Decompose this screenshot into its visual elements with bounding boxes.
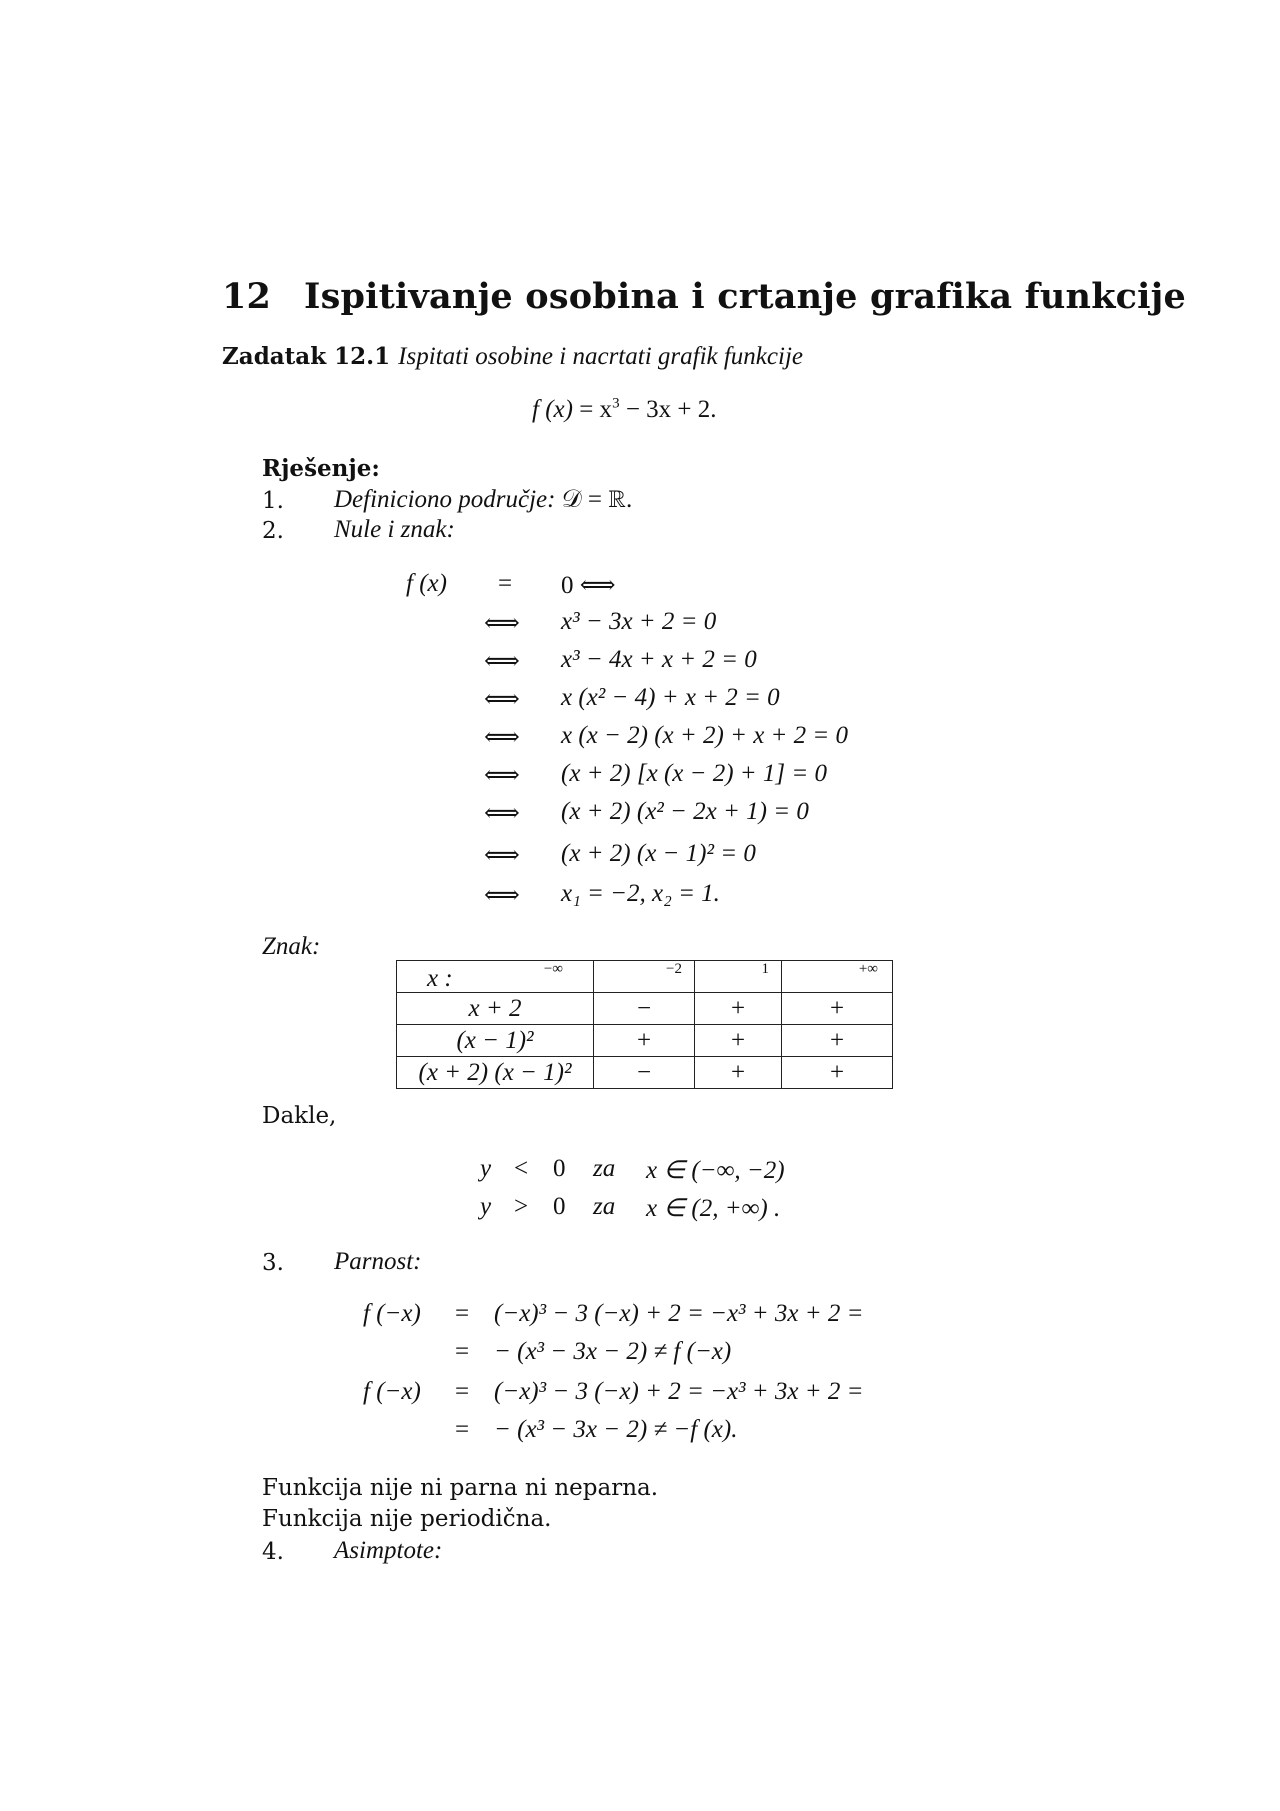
item-text-1	[334, 486, 632, 514]
conclusion-label: Dakle,	[262, 1103, 337, 1129]
bound-pos-inf: +∞	[858, 961, 878, 977]
header-cell-3	[782, 961, 893, 993]
sign-cell: +	[782, 1057, 893, 1089]
zeros-row-0	[0, 570, 1280, 608]
sign-label: Znak:	[262, 933, 321, 960]
sign-table	[396, 960, 893, 1089]
zeros-step-2: x³ − 4x + x + 2 = 0	[561, 646, 757, 673]
solution-label: Rješenje:	[262, 455, 380, 482]
zeros-op-2: ⟺	[484, 648, 520, 675]
parity-rhs-4: − (x³ − 3x − 2) ≠ −f (x).	[494, 1416, 738, 1443]
ineq-2-y: y	[480, 1193, 492, 1220]
zeros-step-4: x (x − 2) (x + 2) + x + 2 = 0	[561, 722, 849, 749]
ineq-1-rel: <	[514, 1155, 529, 1182]
zeros-step-6: (x + 2) (x² − 2x + 1) = 0	[561, 798, 809, 825]
item-text-3: Parnost:	[334, 1248, 422, 1275]
ineq-2-za: za	[593, 1193, 616, 1220]
item-number-1: 1.	[262, 488, 284, 514]
sign-cell: −	[594, 993, 695, 1025]
task-statement	[222, 343, 803, 371]
parity-op-2: =	[455, 1338, 470, 1365]
zeros-step-7: (x + 2) (x − 1)² = 0	[561, 840, 756, 867]
row-expr-1: x + 2	[397, 993, 594, 1025]
item-1-math: 𝒟 = ℝ.	[561, 486, 633, 513]
zeros-step-8: x₁ = −2, x₂ = 1.	[561, 880, 720, 907]
zeros-lhs: f (x)	[406, 570, 447, 597]
parity-op-3: =	[455, 1378, 470, 1405]
item-1-label: Definiciono područje:	[334, 486, 562, 513]
sign-table-row	[397, 993, 893, 1025]
sign-cell: −	[594, 1057, 695, 1089]
zeros-row-3	[0, 684, 1280, 722]
ineq-1-set: x ∈ (−∞, −2)	[646, 1157, 785, 1184]
sign-cell: +	[594, 1025, 695, 1057]
function-exponent: 3	[612, 395, 620, 412]
zeros-step-5: (x + 2) [x (x − 2) + 1] = 0	[561, 760, 828, 787]
remark-periodic: Funkcija nije periodična.	[262, 1506, 552, 1532]
zeros-op-3: ⟺	[484, 686, 520, 713]
zeros-first-op: =	[498, 570, 513, 597]
ineq-1-y: y	[480, 1155, 492, 1182]
task-label: Zadatak 12.1	[222, 343, 391, 370]
parity-row-4	[0, 1416, 1280, 1454]
section-title	[222, 276, 1186, 317]
zeros-step-1: x³ − 3x + 2 = 0	[561, 608, 717, 635]
item-text-2: Nule i znak:	[334, 516, 455, 543]
parity-row-2	[0, 1338, 1280, 1376]
parity-op-4: =	[455, 1416, 470, 1443]
header-cell-2	[695, 961, 782, 993]
inequality-line-2	[0, 1193, 1280, 1229]
zeros-first-rhs: 0 ⟺	[561, 572, 616, 599]
parity-rhs-2: − (x³ − 3x − 2) ≠ f (−x)	[494, 1338, 732, 1365]
sign-cell: +	[782, 993, 893, 1025]
parity-op-1: =	[455, 1300, 470, 1327]
zeros-row-8	[0, 880, 1280, 918]
item-number-3: 3.	[262, 1250, 284, 1276]
parity-lhs-3: f (−x)	[363, 1378, 421, 1405]
item-number-2: 2.	[262, 518, 284, 544]
zeros-op-7: ⟺	[484, 842, 520, 869]
function-rhs-a: = x	[572, 396, 613, 423]
zeros-row-5	[0, 760, 1280, 798]
sign-table-row	[397, 1025, 893, 1057]
section-title-text: Ispitivanje osobina i crtanje grafika funkcije	[304, 276, 1186, 317]
sign-cell: +	[695, 1025, 782, 1057]
main-function	[532, 396, 717, 424]
function-rhs-b: − 3x + 2.	[619, 396, 717, 423]
ineq-1-za: za	[593, 1155, 616, 1182]
zeros-op-8: ⟺	[484, 882, 520, 909]
parity-rhs-1: (−x)³ − 3 (−x) + 2 = −x³ + 3x + 2 =	[494, 1300, 864, 1327]
task-text: Ispitati osobine i nacrtati grafik funkcije	[398, 343, 803, 370]
remark-parity: Funkcija nije ni parna ni neparna.	[262, 1475, 659, 1501]
header-cell-var	[397, 961, 594, 993]
parity-row-1	[0, 1300, 1280, 1338]
zeros-row-7	[0, 840, 1280, 878]
zeros-row-1	[0, 608, 1280, 646]
header-cell-1	[594, 961, 695, 993]
zeros-op-6: ⟺	[484, 800, 520, 827]
parity-rhs-3: (−x)³ − 3 (−x) + 2 = −x³ + 3x + 2 =	[494, 1378, 864, 1405]
bound-minus-2: −2	[666, 961, 682, 977]
zeros-step-3: x (x² − 4) + x + 2 = 0	[561, 684, 780, 711]
function-lhs: f (x)	[532, 396, 573, 423]
zeros-row-2	[0, 646, 1280, 684]
header-var: x :	[427, 965, 453, 992]
section-number: 12	[222, 276, 272, 317]
zeros-row-4	[0, 722, 1280, 760]
sign-table-row	[397, 1057, 893, 1089]
parity-lhs-1: f (−x)	[363, 1300, 421, 1327]
sign-cell: +	[782, 1025, 893, 1057]
zeros-op-5: ⟺	[484, 762, 520, 789]
sign-cell: +	[695, 1057, 782, 1089]
ineq-2-rel: >	[514, 1193, 529, 1220]
ineq-2-set: x ∈ (2, +∞) .	[646, 1195, 781, 1222]
sign-table-header	[397, 961, 893, 993]
bound-1: 1	[761, 961, 769, 977]
item-number-4: 4.	[262, 1539, 284, 1565]
ineq-1-val: 0	[553, 1155, 566, 1182]
zeros-op-1: ⟺	[484, 610, 520, 637]
sign-cell: +	[695, 993, 782, 1025]
item-text-4: Asimptote:	[334, 1537, 443, 1564]
row-expr-3: (x + 2) (x − 1)²	[397, 1057, 594, 1089]
ineq-2-val: 0	[553, 1193, 566, 1220]
row-expr-2: (x − 1)²	[397, 1025, 594, 1057]
zeros-op-4: ⟺	[484, 724, 520, 751]
bound-neg-inf: −∞	[543, 961, 563, 977]
zeros-row-6	[0, 798, 1280, 836]
inequality-line-1	[0, 1155, 1280, 1191]
parity-row-3	[0, 1378, 1280, 1416]
